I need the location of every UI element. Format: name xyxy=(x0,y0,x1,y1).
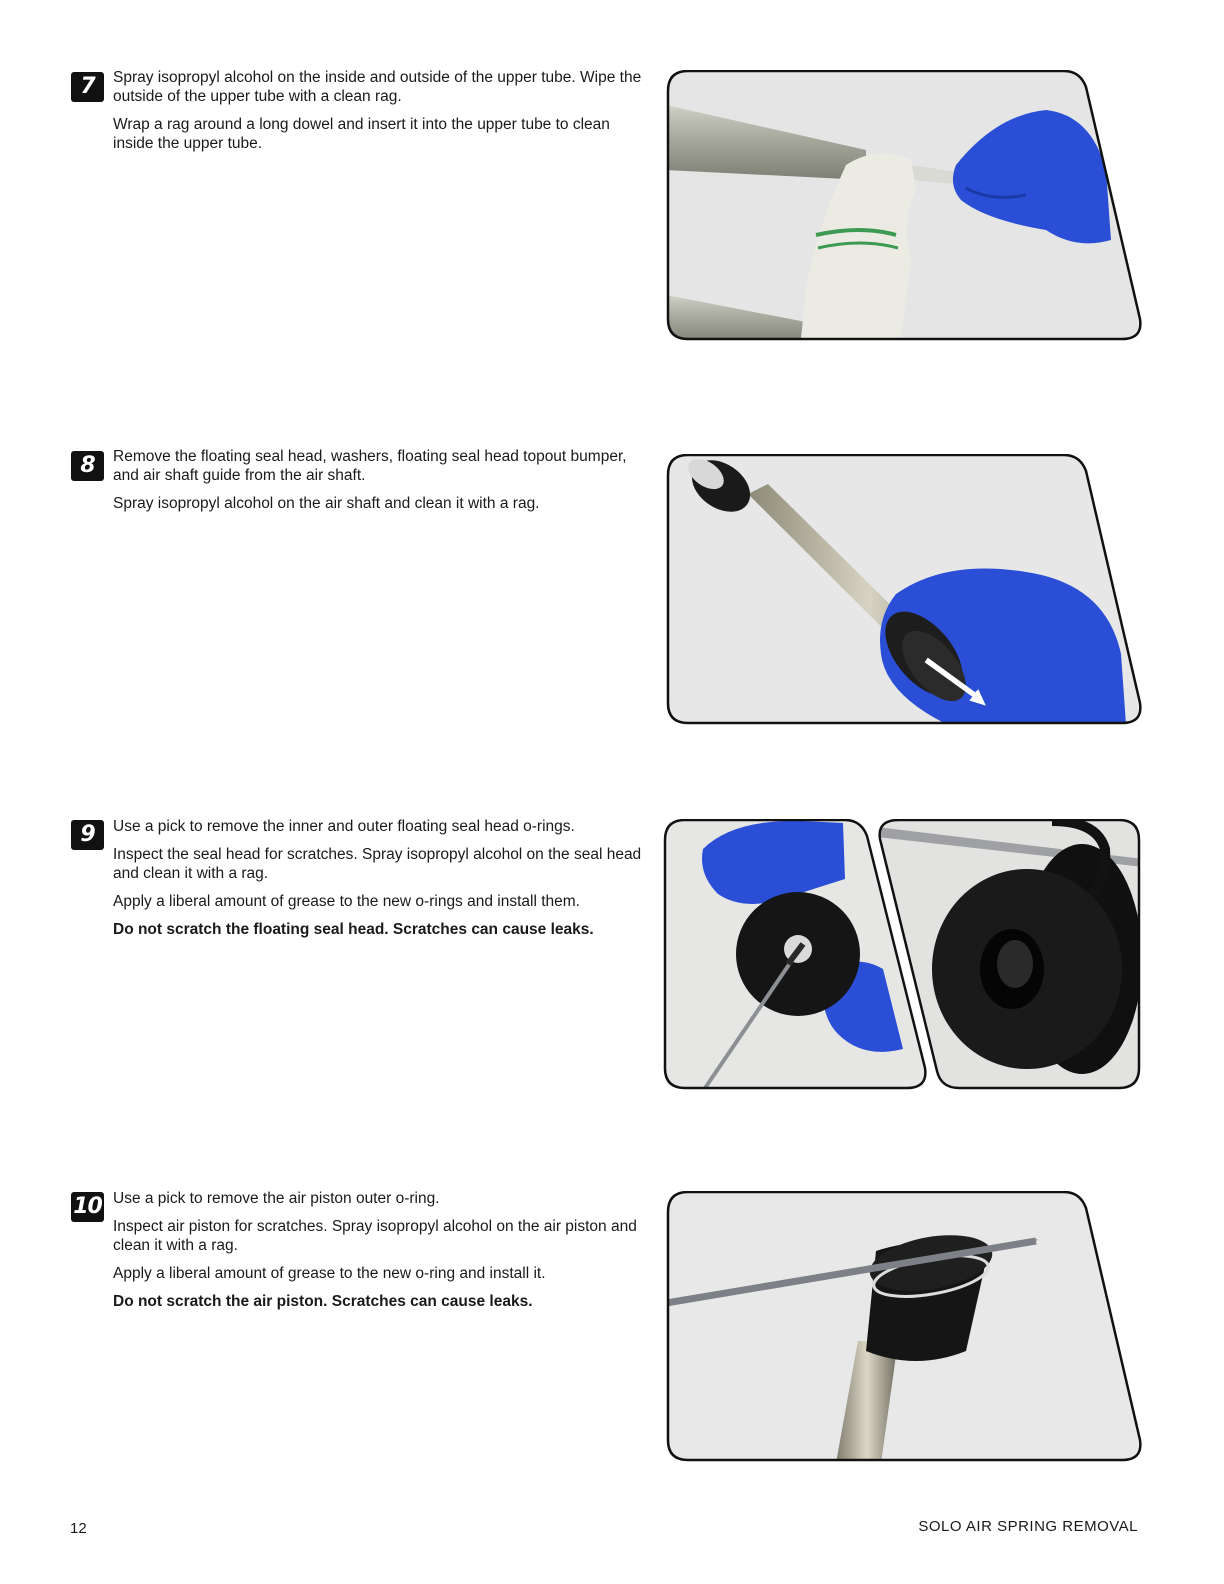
instruction-paragraph: Use a pick to remove the air piston outer o-ring. xyxy=(113,1190,440,1207)
instruction-paragraph: Apply a liberal amount of grease to the new o-ring and install it. xyxy=(113,1265,546,1282)
instruction-paragraph: Wrap a rag around a long dowel and insert it into the upper tube to clean inside the upper tube. xyxy=(113,116,610,152)
step-number-badge: 8 xyxy=(71,451,104,481)
instruction-paragraph: Spray isopropyl alcohol on the air shaft and clean it with a rag. xyxy=(113,495,540,512)
step-instructions xyxy=(113,1189,648,1320)
step-photo-air-piston-pick xyxy=(666,1191,1142,1463)
instruction-paragraph: Inspect air piston for scratches. Spray isopropyl alcohol on the air piston and clean it with a rag. xyxy=(113,1218,637,1254)
step-instructions xyxy=(113,817,648,948)
instruction-paragraph: Apply a liberal amount of grease to the new o-rings and install them. xyxy=(113,893,580,910)
instruction-paragraph: Inspect the seal head for scratches. Spray isopropyl alcohol on the seal head and clean it with a rag. xyxy=(113,846,642,882)
step-photo-air-shaft-cleaning xyxy=(666,454,1142,726)
step-number-badge: 9 xyxy=(71,820,104,850)
step-instructions xyxy=(113,447,648,522)
step-photo-seal-head-closeup xyxy=(877,819,1143,1091)
page-number: 12 xyxy=(70,1520,87,1537)
instruction-paragraph: Spray isopropyl alcohol on the inside and outside of the upper tube. Wipe the outside of the upper tube with a clean rag. xyxy=(113,69,642,105)
step-instructions xyxy=(113,68,648,162)
section-title: SOLO AIR SPRING REMOVAL xyxy=(918,1518,1138,1535)
instruction-paragraph: Remove the floating seal head, washers, floating seal head topout bumper, and air shaft guide from the air shaft. xyxy=(113,448,627,484)
warning-note: Do not scratch the air piston. Scratches can cause leaks. xyxy=(113,1293,533,1310)
step-photo-upper-tube-cleaning xyxy=(666,70,1142,342)
instruction-paragraph: Use a pick to remove the inner and outer floating seal head o-rings. xyxy=(113,818,575,835)
warning-note: Do not scratch the floating seal head. Scratches can cause leaks. xyxy=(113,921,594,938)
step-number-badge: 7 xyxy=(71,72,104,102)
step-number-badge: 10 xyxy=(71,1192,104,1222)
